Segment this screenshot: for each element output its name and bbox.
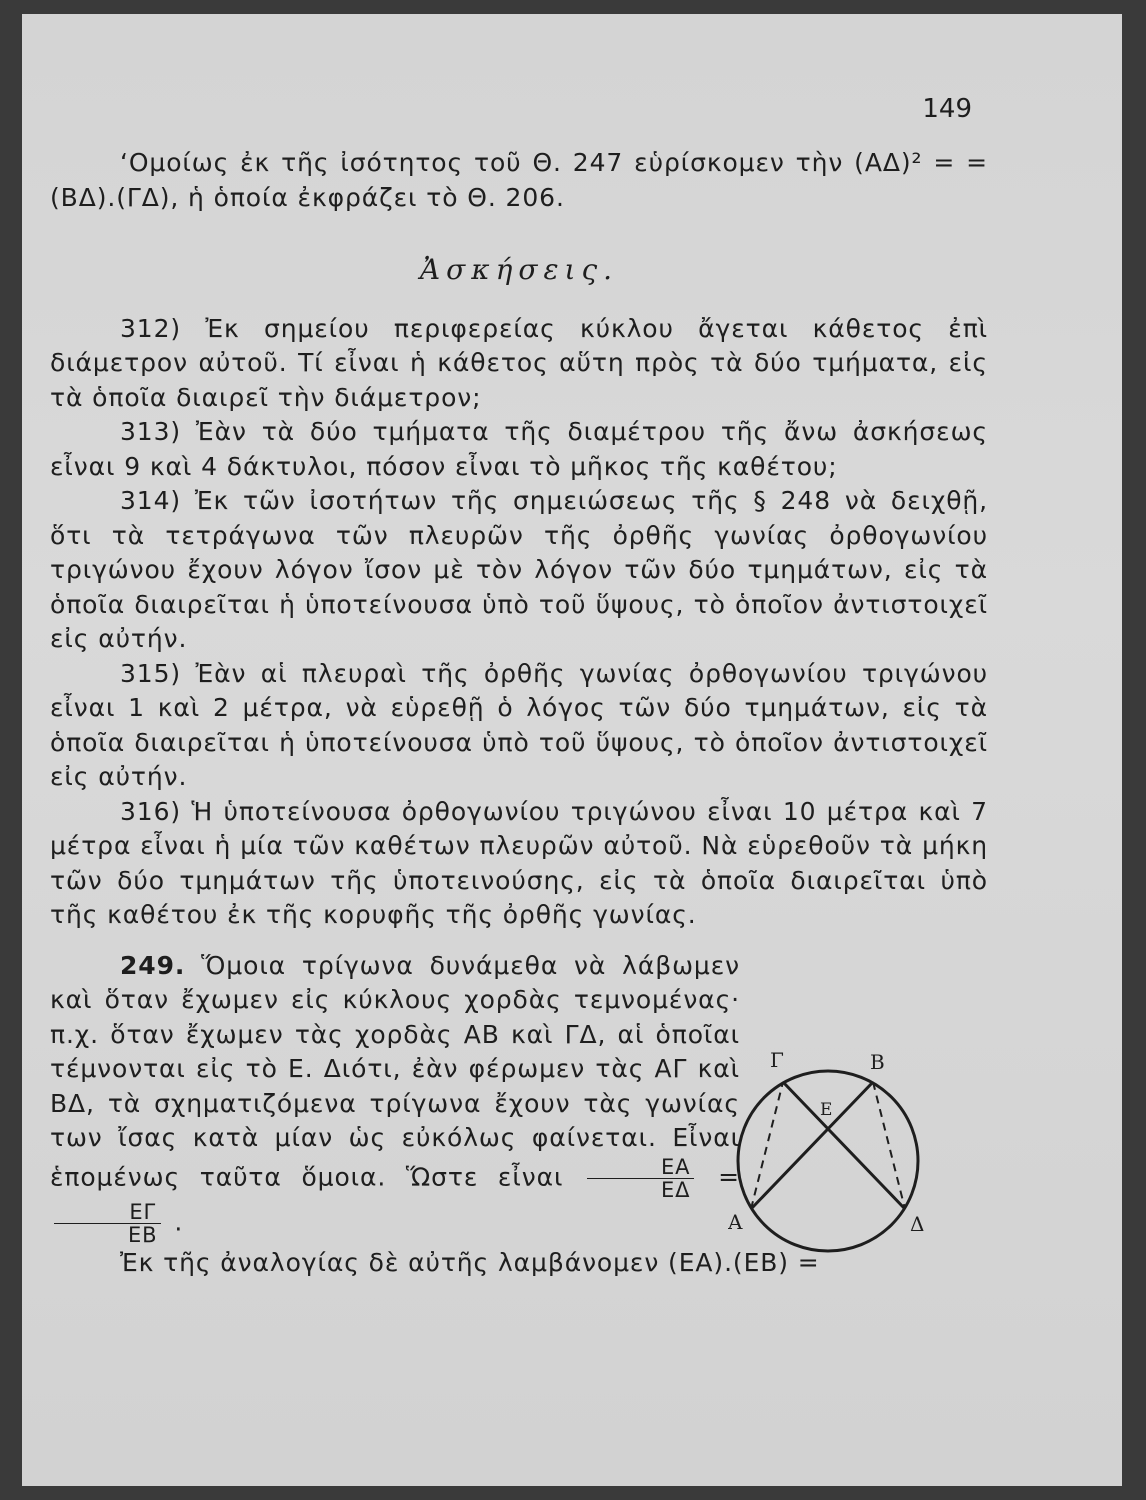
page-number: 149	[922, 94, 972, 124]
label-delta: Δ	[910, 1211, 926, 1236]
equals-sign: =	[718, 1162, 741, 1191]
fraction-eb-denominator: ΕΒ	[128, 1222, 158, 1247]
exercise-314: 314) Ἐκ τῶν ἰσοτήτων τῆς σημειώσεως τῆς § 248 νὰ δειχθῇ, ὅτι τὰ τετράγωνα τῶν πλευρῶν τῆς ὀρθῆς γωνίας ὀρθογωνίου τριγώνου ἔχουν λόγον ἴσον μὲ τὸν λόγον τῶν δύο τμημάτων, εἰς τὰ ὁποῖα διαιρεῖται ἡ ὑποτείνουσα ὑπὸ τοῦ ὕψους, τὸ ὁποῖον ἀντιστοιχεῖ εἰς αὐτήν.	[50, 486, 988, 653]
label-gamma: Γ	[770, 1047, 785, 1072]
label-beta: Β	[870, 1049, 886, 1074]
exercise-316: 316) Ἡ ὑποτείνουσα ὀρθογωνίου τριγώνου εἶναι 10 μέτρα καὶ 7 μέτρα εἶναι ἡ μία τῶν καθέτων πλευρῶν αὐτοῦ. Νὰ εὑρεθοῦν τὰ μήκη τῶν δύο τμημάτων τῆς ὑποτεινούσης, εἰς τὰ ὁποῖα διαιρεῖται ὑπὸ τῆς καθέτου ἐκ τῆς κορυφῆς τῆς ὀρθῆς γωνίας.	[50, 796, 988, 929]
fraction-period: .	[174, 1207, 184, 1236]
fraction-eg-numerator: ΕΓ	[54, 1201, 161, 1224]
exercise-313: 313) Ἐὰν τὰ δύο τμήματα τῆς διαμέτρου τῆς ἄνω ἀσκήσεως εἶναι 9 καὶ 4 δάκτυλοι, πόσον εἶναι τὸ μῆκος τῆς καθέτου;	[50, 417, 988, 481]
chord-ab	[751, 1082, 873, 1209]
fraction-ea-numerator: ΕΑ	[587, 1156, 694, 1179]
fraction-ea-ed	[587, 1156, 694, 1201]
chord-gd	[783, 1082, 905, 1209]
chords-circle-figure	[728, 1029, 988, 1269]
circle	[738, 1071, 918, 1251]
section-249	[50, 949, 988, 1281]
fraction-eg-eb	[54, 1201, 161, 1246]
segment-ag	[751, 1082, 783, 1209]
fraction-ed-denominator: ΕΔ	[661, 1177, 691, 1202]
label-epsilon: Ε	[820, 1099, 834, 1120]
exercises-heading: Ἀσκήσεις.	[419, 253, 619, 286]
last-line: Ἐκ τῆς ἀναλογίας δὲ αὐτῆς λαμβάνομεν (ΕΑ).(ΕΒ) =	[120, 1247, 820, 1277]
label-alpha: Α	[728, 1209, 744, 1234]
intro-paragraph: ‘Ομοίως ἐκ τῆς ἰσότητος τοῦ Θ. 247 εὑρίσκομεν τὴν (ΑΔ)² = =(ΒΔ).(ΓΔ), ἡ ὁποία ἐκφράζει τὸ Θ. 206.	[50, 148, 988, 212]
section-text: Ὅμοια τρίγωνα δυνάμεθα νὰ λάβωμεν καὶ ὅταν ἔχωμεν εἰς κύκλους χορδὰς τεμνομένας· π.χ. ὅταν ἔχωμεν τὰς χορδὰς ΑΒ καὶ ΓΔ, αἱ ὁποῖαι τέμνονται εἰς τὸ Ε. Διότι, ἐὰν φέρωμεν τὰς ΑΓ καὶ ΒΔ, τὰ σχηματιζόμενα τρίγωνα ἔχουν τὰς γωνίας των ἴσας κατὰ μίαν ὡς εὐκόλως φαίνεται. Εἶναι ἑπομένως ταῦτα ὅμοια. Ὥστε εἶναι	[50, 950, 740, 1191]
section-number: 249.	[120, 950, 186, 980]
exercise-315: 315) Ἐὰν αἱ πλευραὶ τῆς ὀρθῆς γωνίας ὀρθογωνίου τριγώνου εἶναι 1 καὶ 2 μέτρα, νὰ εὑρεθῇ ὁ λόγος τῶν δύο τμημάτων, εἰς τὰ ὁποῖα διαιρεῖται ἡ ὑποτείνουσα ὑπὸ τοῦ ὕψους, τὸ ὁποῖον ἀντιστοιχεῖ εἰς αὐτήν.	[50, 658, 988, 791]
book-page	[22, 14, 1122, 1486]
section-249-text	[50, 949, 740, 1246]
segment-bd	[873, 1082, 905, 1209]
page-body	[50, 146, 988, 1280]
exercise-312: 312) Ἐκ σημείου περιφερείας κύκλου ἄγεται κάθετος ἐπὶ διάμετρον αὐτοῦ. Τί εἶναι ἡ κάθετος αὕτη πρὸς τὰ δύο τμήματα, εἰς τὰ ὁποῖα διαιρεῖ τὴν διάμετρον;	[50, 313, 988, 412]
